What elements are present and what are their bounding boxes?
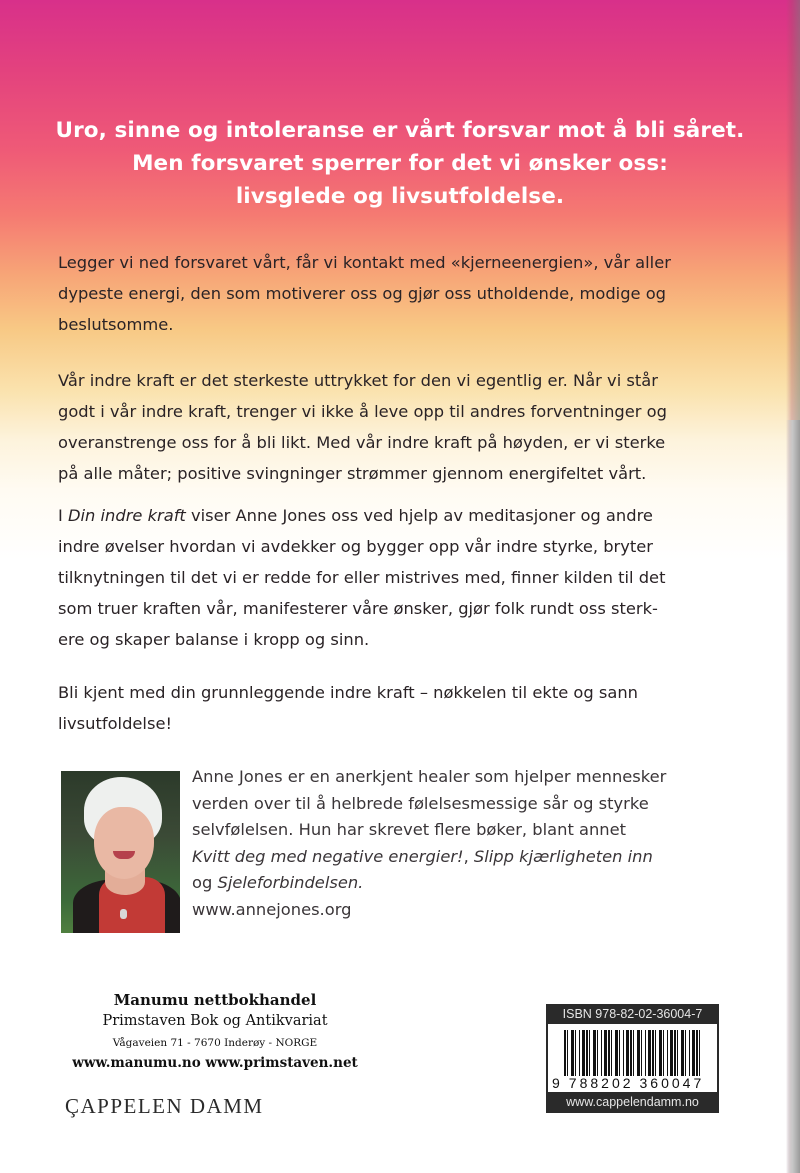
book-title: Din indre kraft bbox=[67, 506, 186, 525]
bio-books-line-2 bbox=[192, 870, 752, 897]
barcode-area bbox=[548, 1024, 717, 1092]
isbn-barcode-box bbox=[546, 1004, 719, 1113]
text-line: dypeste energi, den som motiverer oss og gjør oss utholdende, modige og bbox=[58, 284, 667, 303]
bio-line: selvfølelsen. Hun har skrevet flere bøker, blant annet bbox=[192, 820, 627, 840]
text-line: overanstrenge oss for å bli likt. Med vår indre kraft på høyden, er vi sterke bbox=[58, 433, 666, 452]
barcode-digits bbox=[552, 1075, 712, 1091]
stamp-line-2: Primstaven Bok og Antikvariat bbox=[102, 1013, 328, 1029]
conjunction: og bbox=[192, 873, 218, 893]
author-website-link[interactable]: www.annejones.org bbox=[192, 899, 352, 919]
tagline-line-1: Uro, sinne og intoleranse er vårt forsvar mot å bli såret. bbox=[55, 118, 745, 143]
text-line: livsutfoldelse! bbox=[58, 714, 172, 733]
description-paragraph-3 bbox=[58, 500, 738, 655]
stamp-line-4: www.manumu.no www.primstaven.net bbox=[72, 1055, 358, 1071]
book-title-1: Kvitt deg med negative energier! bbox=[192, 846, 464, 866]
seller-stamp bbox=[70, 990, 360, 1073]
publisher-logo: ÇAPPELEN DAMM bbox=[65, 1094, 264, 1118]
text-line: Vår indre kraft er det sterkeste uttrykket for den vi egentlig er. Når vi står bbox=[58, 371, 658, 390]
stamp-line-1: Manumu nettbokhandel bbox=[113, 991, 317, 1009]
bio-line: Anne Jones er en anerkjent healer som hjelper mennesker bbox=[192, 767, 667, 786]
tagline bbox=[0, 114, 800, 213]
text-line: indre øvelser hvordan vi avdekker og bygger opp vår indre styrke, bryter bbox=[58, 537, 653, 556]
text-line: tilknytningen til det vi er redde for eller mistrives med, finner kilden til det bbox=[58, 568, 666, 587]
book-title-2: Slipp kjærligheten inn bbox=[473, 846, 653, 866]
text-line: Legger vi ned forsvaret vårt, får vi kontakt med «kjerneenergien», vår aller bbox=[58, 253, 671, 272]
barcode-digit-first: 9 bbox=[552, 1075, 563, 1091]
author-website-line bbox=[192, 897, 752, 924]
bio-books-line bbox=[192, 844, 752, 871]
text-line bbox=[58, 500, 738, 531]
text-line: godt i vår indre kraft, trenger vi ikke å leve opp til andres forventninger og bbox=[58, 402, 667, 421]
photo-pendant bbox=[120, 909, 127, 919]
book-spine-edge-lower bbox=[786, 420, 800, 1173]
book-title-3: Sjeleforbindelsen. bbox=[217, 873, 364, 893]
barcode-digits-group-1: 788202 bbox=[568, 1075, 634, 1091]
barcode-icon bbox=[564, 1030, 702, 1076]
text-line: på alle måter; positive svingninger strømmer gjennom energifeltet vårt. bbox=[58, 464, 647, 483]
tagline-line-2: Men forsvaret sperrer for det vi ønsker oss: bbox=[132, 151, 668, 176]
barcode-digits-group-2: 360047 bbox=[639, 1075, 705, 1091]
isbn-label: ISBN 978-82-02-36004-7 bbox=[562, 1007, 703, 1021]
description-paragraph-2 bbox=[58, 365, 738, 489]
text-line: beslutsomme. bbox=[58, 315, 174, 334]
description-paragraph-1 bbox=[58, 247, 738, 340]
stamp-line-3: Vågaveien 71 - 7670 Inderøy - NORGE bbox=[112, 1037, 318, 1049]
bio-line: verden over til å helbrede følelsesmessige sår og styrke bbox=[192, 793, 649, 813]
description-paragraph-4 bbox=[58, 677, 738, 739]
text-prefix: I bbox=[58, 506, 68, 525]
text-line: som truer kraften vår, manifesterer våre ønsker, gjør folk rundt oss sterk- bbox=[58, 599, 658, 618]
publisher-url: www.cappelendamm.no bbox=[566, 1095, 699, 1109]
text-suffix: viser Anne Jones oss ved hjelp av meditasjoner og andre bbox=[185, 506, 653, 525]
separator: , bbox=[463, 846, 474, 866]
photo-face bbox=[94, 807, 154, 879]
tagline-line-3: livsglede og livsutfoldelse. bbox=[235, 184, 565, 209]
author-photo bbox=[61, 771, 180, 933]
author-bio bbox=[192, 764, 752, 924]
text-line: ere og skaper balanse i kropp og sinn. bbox=[58, 630, 370, 649]
text-line: Bli kjent med din grunnleggende indre kraft – nøkkelen til ekte og sann bbox=[58, 683, 638, 702]
